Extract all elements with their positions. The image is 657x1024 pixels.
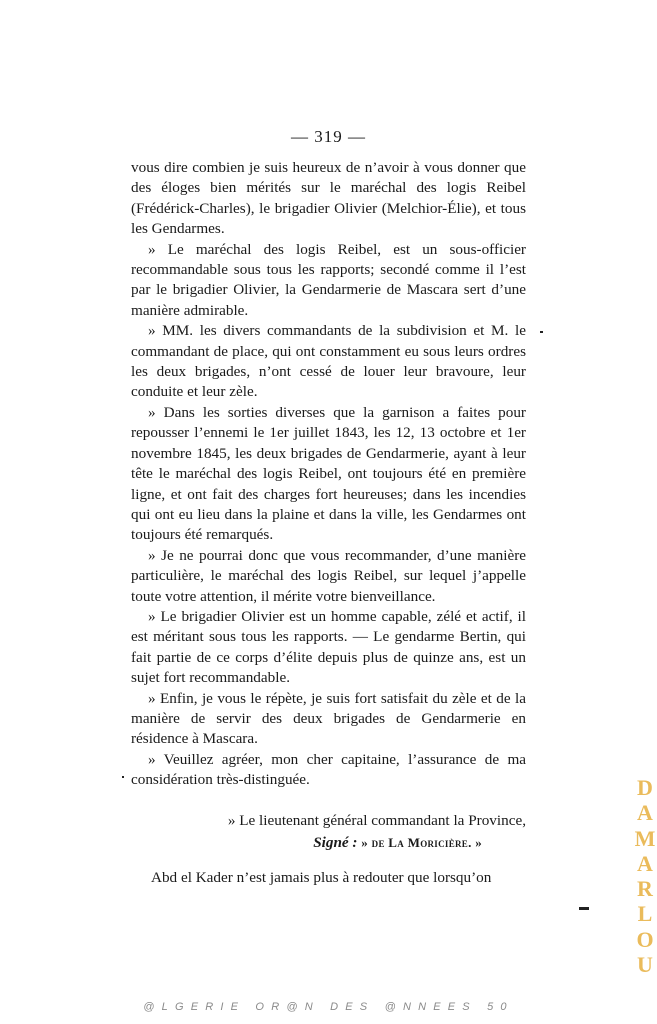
body-text — [131, 158, 526, 791]
side-watermark-letter: M — [634, 825, 656, 851]
scan-speck — [122, 776, 124, 778]
paragraph-3: » MM. les divers commandants de la subdivision et M. le commandant de place, qui ont constamment eu sous leurs ordres les deux brigades, n’ont cessé de louer leur bravoure, leur conduite et leur zèle. — [131, 322, 526, 401]
paragraph-2: » Le maréchal des logis Reibel, est un sous-officier recommandable sous tous les rapports; secondé comme il l’est par le brigadier Olivier, la Gendarmerie de Mascara sert d’une manière admirable. — [131, 240, 526, 319]
side-watermark-letter: L — [637, 901, 653, 927]
signed-label: Signé : — [313, 834, 358, 851]
footer-watermark: @LGERIE OR@N DES @NNEES 50 — [143, 1001, 514, 1013]
signatory-title: » Le lieutenant général commandant la Province, — [227, 812, 526, 829]
side-watermark-letter: O — [636, 926, 654, 952]
closing-line: Abd el Kader n’est jamais plus à redouter que lorsqu’on — [151, 869, 492, 886]
side-watermark-letter: R — [637, 876, 653, 902]
paragraph-4: » Dans les sorties diverses que la garnison a faites pour repousser l’ennemi le 1er juillet 1843, les 12, 13 octobre et 1er novembre 1845, les deux brigades de Gendarmerie, ayant à leur tête le maréchal des logis Reibel, ont toujours été en première ligne, et ont fait des charges fort heureuses; dans les incendies qui ont eu lieu dans la plaine et dans la ville, les Gendarmes ont toujours été remarqués. — [131, 403, 526, 544]
scan-speck — [540, 331, 543, 333]
signature-line — [131, 832, 526, 854]
paragraph-7: » Enfin, je vous le répète, je suis fort satisfait du zèle et de la manière de servir des deux brigades de Gendarmerie en résidence à Mascara. — [131, 689, 526, 748]
paragraph-6: » Le brigadier Olivier est un homme capable, zélé et actif, il est méritant sous tous les rapports. — Le gendarme Bertin, qui fait partie de ce corps d’élite depuis plus de quinze ans, est un sujet fort recommandable. — [131, 607, 526, 687]
paragraph-1: vous dire combien je suis heureux de n’avoir à vous donner que des éloges bien mérités sur le maréchal des logis Reibel (Frédérick-Charles), le brigadier Olivier (Melchior-Élie), et tous les Gendarmes. — [131, 159, 526, 238]
page-number: — 319 — — [291, 127, 366, 146]
signatory-name: » de La Moricière. » — [361, 835, 482, 850]
side-watermark-letter: A — [637, 850, 653, 876]
signature-block — [131, 810, 526, 854]
paragraph-5: » Je ne pourrai donc que vous recommander, d’une manière particulière, le maréchal des logis Reibel, sur lequel j’appelle toute votre attention, il mérite votre bienveillance. — [131, 546, 526, 605]
side-watermark-letter: A — [637, 800, 653, 826]
paragraph-8: » Veuillez agréer, mon cher capitaine, l’assurance de ma considération très-distinguée. — [131, 750, 526, 789]
scan-speck — [579, 907, 589, 910]
side-watermark-letter: D — [637, 775, 653, 800]
side-watermark — [633, 775, 657, 977]
side-watermark-letter: U — [637, 952, 653, 978]
